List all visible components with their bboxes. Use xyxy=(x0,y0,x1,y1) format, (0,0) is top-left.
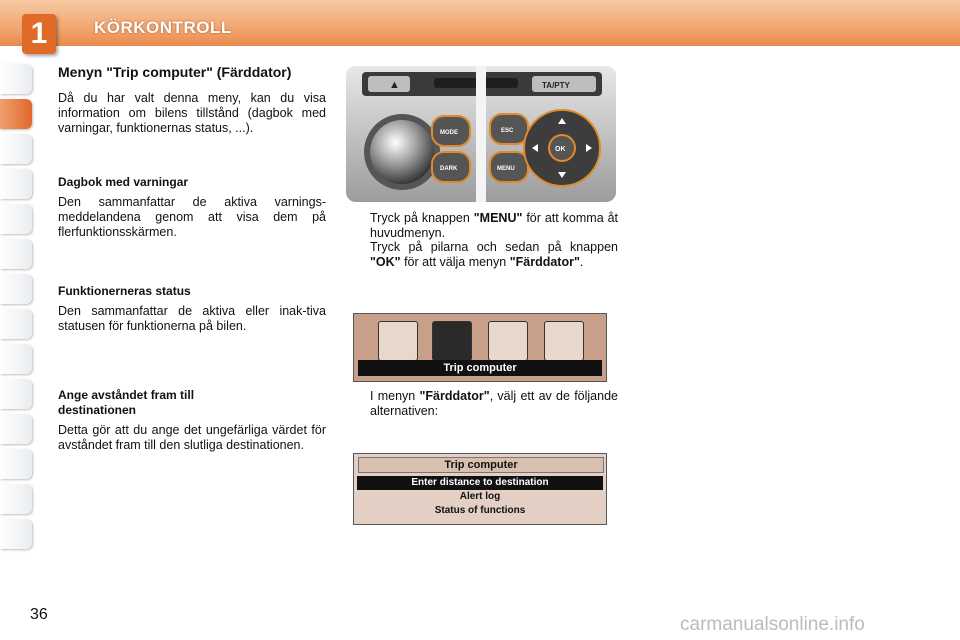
menu-option-distance[interactable]: Enter distance to destination xyxy=(357,476,603,490)
side-tab[interactable] xyxy=(0,379,32,409)
instruction-select xyxy=(348,240,618,270)
trip-computer-menu-screen xyxy=(353,453,607,525)
phone-icon xyxy=(544,321,584,361)
main-menu-screen xyxy=(353,313,607,382)
side-tab[interactable] xyxy=(0,169,32,199)
mode-button-label: MODE xyxy=(440,130,458,136)
subsection-heading: Dagbok med varningar xyxy=(58,175,189,189)
menu-option-alert-log[interactable]: Alert log xyxy=(459,491,501,502)
trip-computer-icon xyxy=(432,321,472,361)
intro-text: Då du har valt denna meny, kan du visa information om bilens tillstånd (dagbok med varningar, funktionernas status, ...). xyxy=(58,91,326,135)
side-tabs xyxy=(0,64,32,554)
chapter-number: 1 xyxy=(22,14,56,54)
side-tab[interactable] xyxy=(0,449,32,479)
side-tab[interactable] xyxy=(0,239,32,269)
page-number: 36 xyxy=(30,606,48,623)
instruction-text: Tryck på knappen xyxy=(370,211,474,225)
side-tab[interactable] xyxy=(0,64,32,94)
subsection-heading: Funktionerneras status xyxy=(58,284,191,298)
audio-icon xyxy=(378,321,418,361)
subsection-function-status xyxy=(58,284,326,334)
side-tab[interactable] xyxy=(0,309,32,339)
side-tab[interactable] xyxy=(0,274,32,304)
side-tab[interactable] xyxy=(0,134,32,164)
section-title: Menyn "Trip computer" (Färddator) xyxy=(58,64,292,80)
subsection-heading: Ange avståndet fram till destinationen xyxy=(58,388,195,417)
side-tab[interactable] xyxy=(0,519,32,549)
menu-button-label: MENU xyxy=(497,166,515,172)
side-tab-active[interactable] xyxy=(0,99,32,129)
selected-menu-label: Trip computer xyxy=(358,360,602,376)
menu-label: "Färddator" xyxy=(419,389,490,403)
radio-control-panel-photo xyxy=(346,66,616,202)
instruction-text: I menyn xyxy=(370,389,420,403)
side-tab[interactable] xyxy=(0,484,32,514)
dark-button-label: DARK xyxy=(440,166,458,172)
side-tab[interactable] xyxy=(0,414,32,444)
menu-option-status[interactable]: Status of functions xyxy=(434,505,526,516)
section-intro xyxy=(58,64,326,136)
instruction-text: , välj ett av de följande alternativen: xyxy=(370,389,618,418)
chapter-title: KÖRKONTROLL xyxy=(94,18,232,37)
side-tab[interactable] xyxy=(0,344,32,374)
instruction-text: . xyxy=(579,255,584,269)
ta-pty-label: TA/PTY xyxy=(542,81,570,90)
ok-button-label: OK xyxy=(555,146,566,153)
key-label: "OK" xyxy=(370,255,401,269)
menu-label: "Färddator" xyxy=(509,255,580,269)
subsection-text: Detta gör att du ange det ungefärliga värdet för avståndet fram till den slutliga destinationen. xyxy=(58,423,326,452)
instruction-menu xyxy=(348,211,618,241)
subsection-alert-log xyxy=(58,175,326,240)
settings-icon xyxy=(488,321,528,361)
control-panel-illustration xyxy=(346,66,616,202)
esc-button-label: ESC xyxy=(501,128,514,134)
instruction-choose xyxy=(348,389,618,419)
side-tab[interactable] xyxy=(0,204,32,234)
menu-screen-title: Trip computer xyxy=(358,457,604,473)
instruction-text: för att välja menyn xyxy=(400,255,510,269)
key-label: "MENU" xyxy=(473,211,523,225)
subsection-distance xyxy=(58,388,326,453)
instruction-text: Tryck på pilarna och sedan på knappen xyxy=(370,240,618,254)
subsection-text: Den sammanfattar de aktiva varnings-meddelandena genom att visa dem på flerfunktionsskärmen. xyxy=(58,195,326,239)
eject-label: ▲ xyxy=(389,79,400,91)
subsection-text: Den sammanfattar de aktiva eller inak-tiva statusen för funktionerna på bilen. xyxy=(58,304,326,333)
instruction-text: för att komma åt huvudmenyn. xyxy=(370,211,618,240)
watermark: carmanualsonline.info xyxy=(680,614,865,635)
